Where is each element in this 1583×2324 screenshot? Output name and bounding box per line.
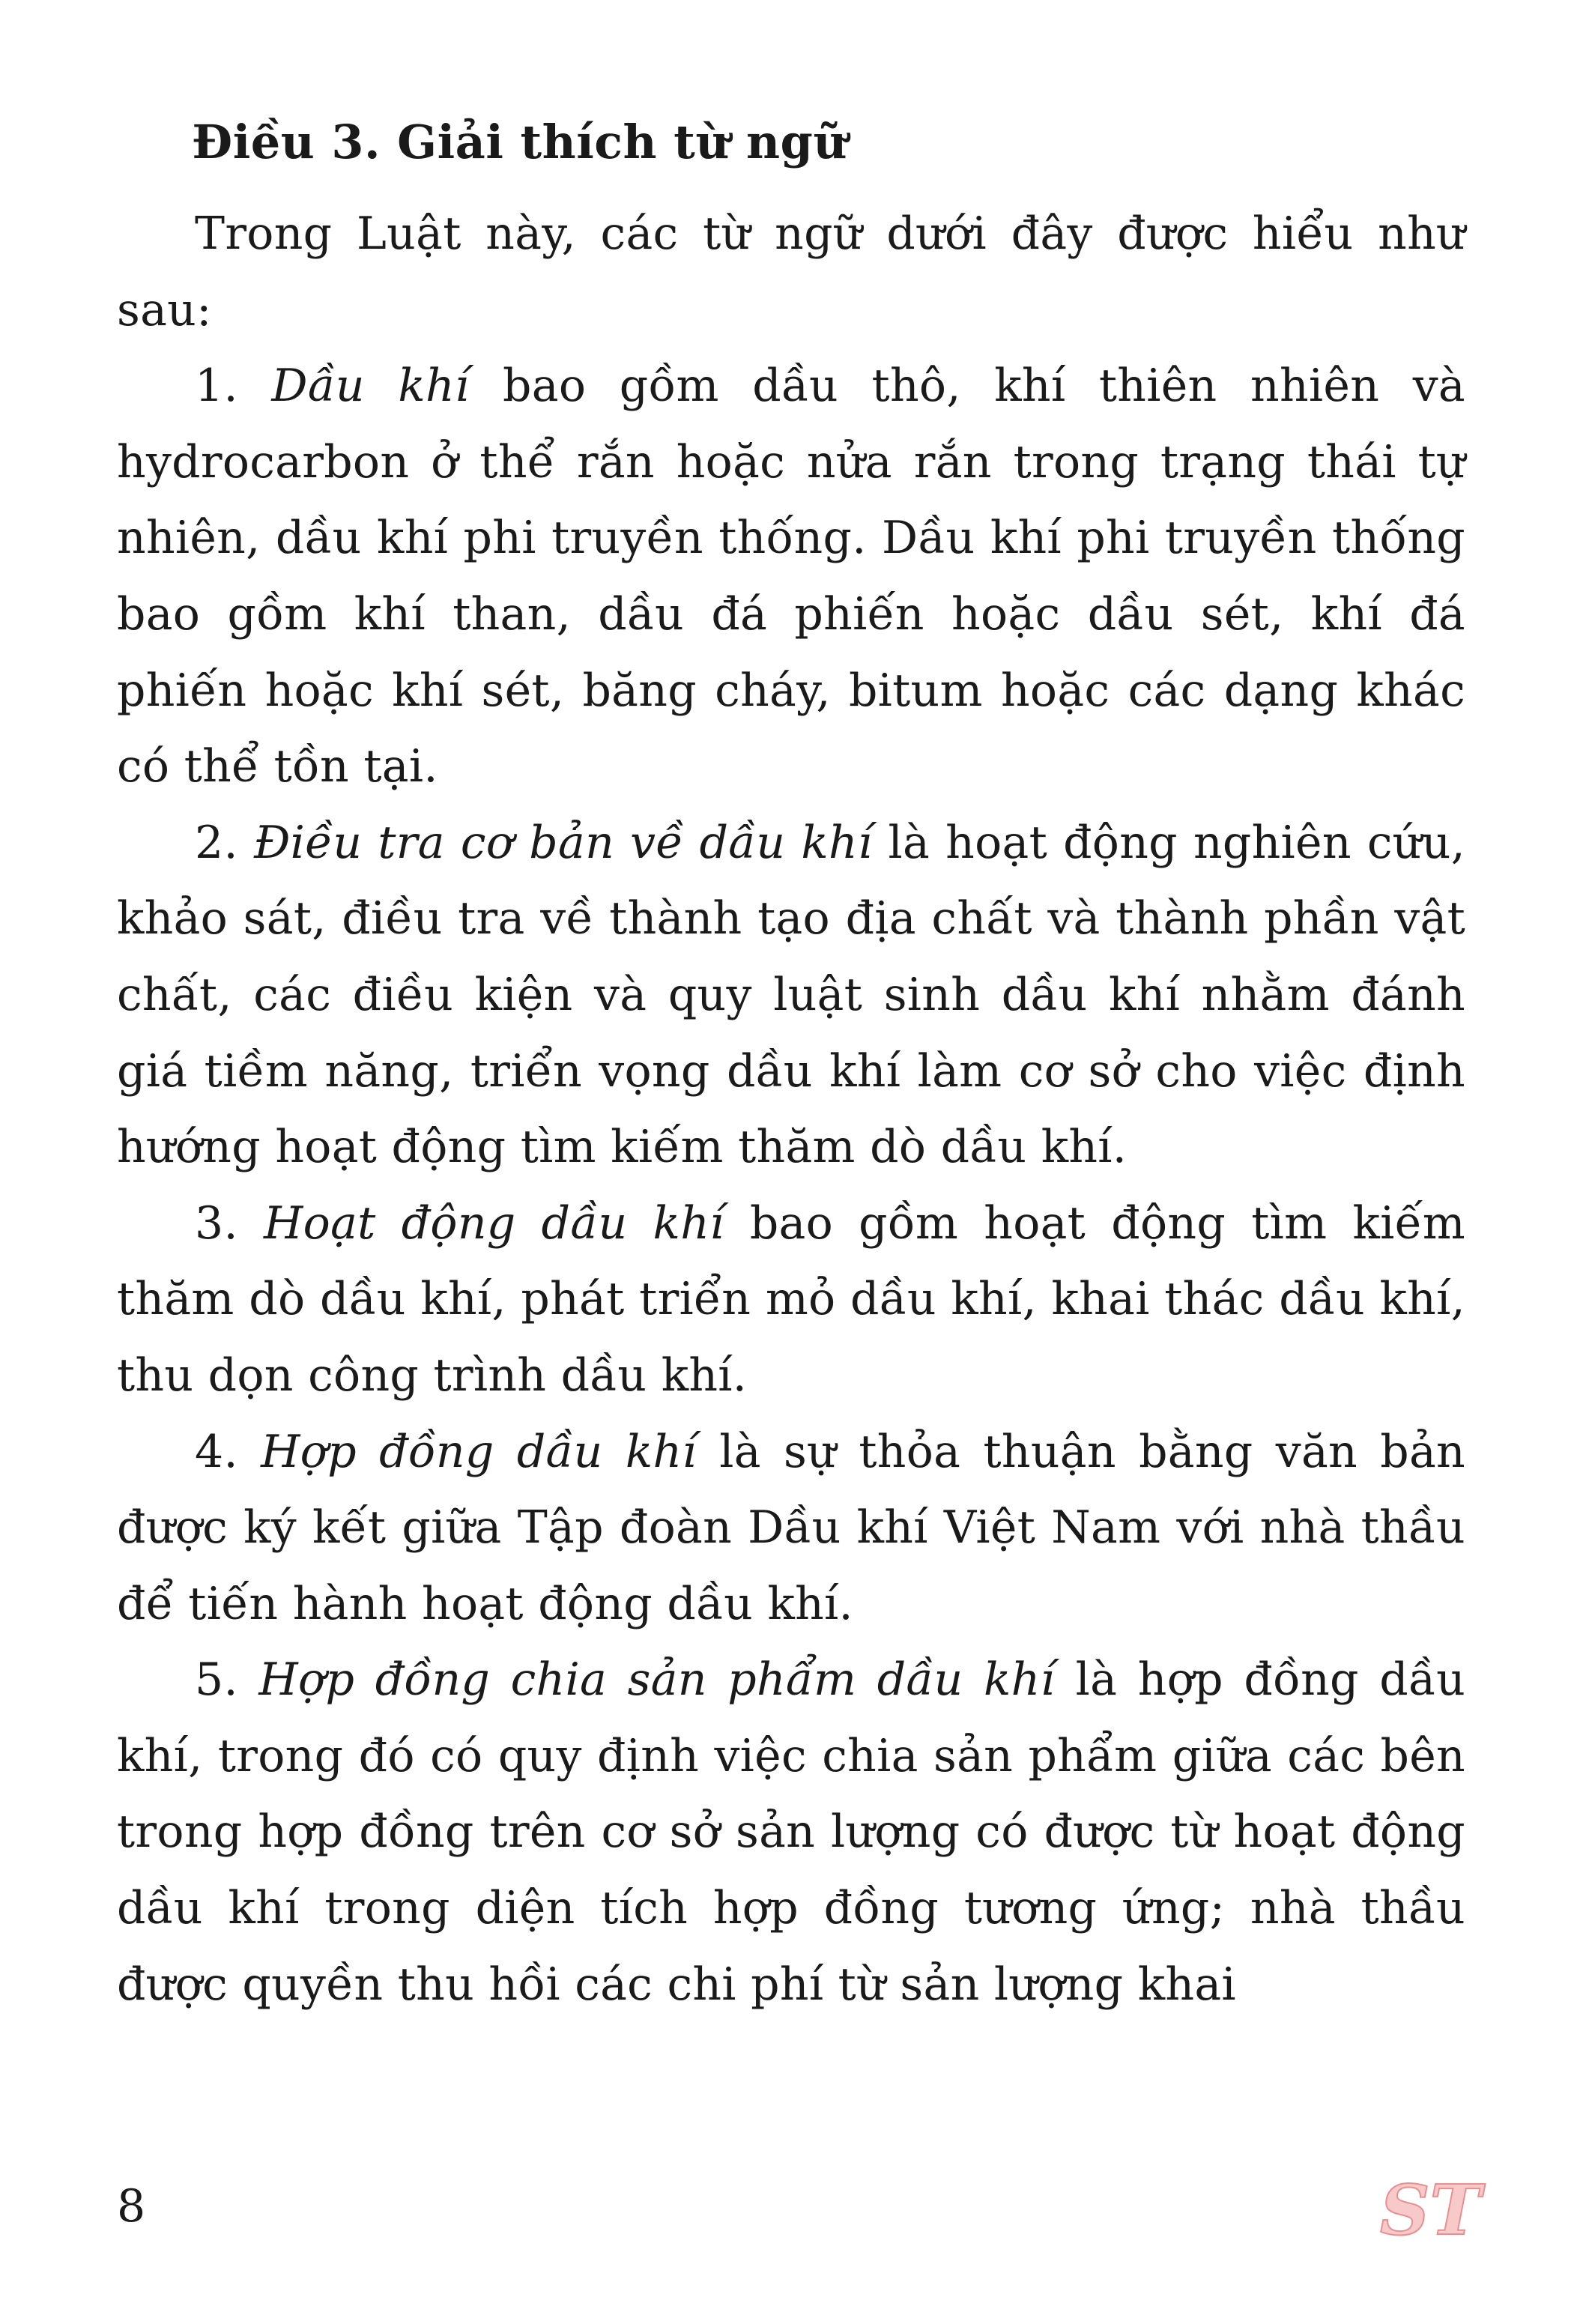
- definition-item-3: [117, 1186, 1465, 1414]
- defined-term: Dầu khí: [271, 360, 470, 413]
- item-number: 3.: [195, 1196, 238, 1250]
- item-number: 1.: [195, 360, 238, 413]
- definition-text: là hợp đồng dầu khí, trong đó có quy định việc chia sản phẩm giữa các bên trong hợp đồng trên cơ sở sản lượng có được từ hoạt động dầu khí trong diện tích hợp đồng tương ứng; nhà thầu được quyền thu hồi các chi phí từ sản lượng khai: [117, 1653, 1466, 2011]
- publisher-logo-icon: [1377, 2170, 1481, 2251]
- defined-term: Hợp đồng dầu khí: [261, 1425, 697, 1478]
- defined-term: Hoạt động dầu khí: [264, 1196, 724, 1250]
- definition-text: là hoạt động nghiên cứu, khảo sát, điều tra về thành tạo địa chất và thành phần vật chất, các điều kiện và quy luật sinh dầu khí nhằm đánh giá tiềm năng, triển vọng dầu khí làm cơ sở cho việc định hướng hoạt động tìm kiếm thăm dò dầu khí.: [117, 816, 1466, 1174]
- definition-item-2: [117, 805, 1465, 1186]
- definition-text: là sự thỏa thuận bằng văn bản được ký kết giữa Tập đoàn Dầu khí Việt Nam với nhà thầu để tiến hành hoạt động dầu khí.: [117, 1425, 1465, 1630]
- defined-term: Hợp đồng chia sản phẩm dầu khí: [258, 1653, 1056, 1707]
- item-number: 4.: [195, 1425, 238, 1478]
- definition-item-1: [117, 348, 1465, 805]
- article-heading: Điều 3. Giải thích từ ngữ: [192, 115, 847, 169]
- definition-item-4: [117, 1414, 1465, 1643]
- item-number: 2.: [195, 816, 238, 869]
- definition-item-5: [117, 1642, 1465, 2023]
- definition-text: bao gồm dầu thô, khí thiên nhiên và hydrocarbon ở thể rắn hoặc nửa rắn trong trạng thái tự nhiên, dầu khí phi truyền thống. Dầu khí phi truyền thống bao gồm khí than, dầu đá phiến hoặc dầu sét, khí đá phiến hoặc khí sét, băng cháy, bitum hoặc các dạng khác có thể tồn tại.: [117, 360, 1465, 793]
- intro-paragraph: Trong Luật này, các từ ngữ dưới đây được hiểu như sau:: [117, 208, 1465, 336]
- definition-text: bao gồm hoạt động tìm kiếm thăm dò dầu khí, phát triển mỏ dầu khí, khai thác dầu khí, thu dọn công trình dầu khí.: [117, 1196, 1466, 1402]
- document-page: [117, 105, 1465, 2023]
- logo-lettering: ST: [1380, 2170, 1481, 2251]
- page-number: 8: [117, 2180, 146, 2233]
- item-number: 5.: [195, 1653, 238, 1707]
- defined-term: Điều tra cơ bản về dầu khí: [253, 816, 873, 869]
